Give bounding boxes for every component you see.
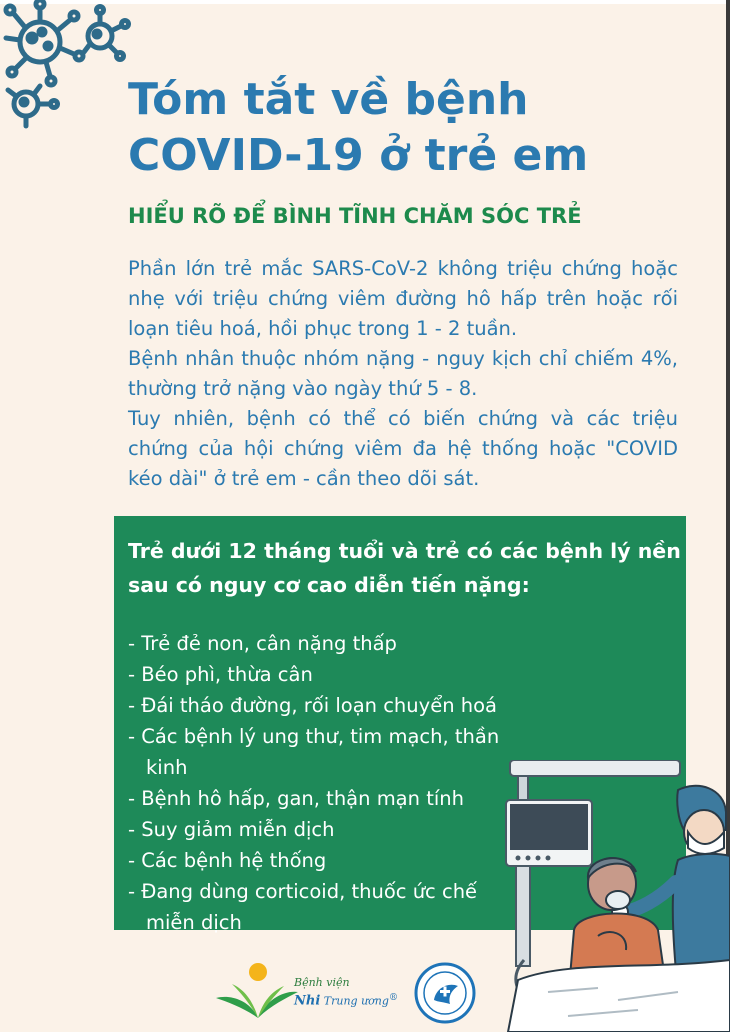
risk-box-heading: Trẻ dưới 12 tháng tuổi và trẻ có các bệnh lý nền sau có nguy cơ cao diễn tiến nặng: xyxy=(128,539,681,597)
list-item: - Các bệnh lý ung thư, tim mạch, thần kinh xyxy=(128,725,500,779)
list-item: - Đái tháo đường, rối loạn chuyển hoá xyxy=(128,694,497,717)
risk-list xyxy=(128,628,508,938)
list-item: - Bệnh hô hấp, gan, thận mạn tính xyxy=(128,787,464,810)
intro-paragraph-2: Bệnh nhân thuộc nhóm nặng - nguy kịch chỉ chiếm 4%, thường trở nặng vào ngày thứ 5 - 8. xyxy=(128,347,678,400)
hospital-name-line-1: Bệnh viện xyxy=(294,976,350,989)
list-item: - Trẻ đẻ non, cân nặng thấp xyxy=(128,632,397,655)
subtitle: HIỂU RÕ ĐỂ BÌNH TĨNH CHĂM SÓC TRẺ xyxy=(128,204,582,228)
title-line-2: COVID-19 ở trẻ em xyxy=(128,130,589,181)
registered-mark: ® xyxy=(388,992,399,1003)
hospital-seal-icon xyxy=(414,962,476,1024)
footer xyxy=(210,960,490,1026)
hospital-name-nhi: Nhi xyxy=(294,993,321,1009)
intro-text xyxy=(128,254,678,494)
list-item: - Đang dùng corticoid, thuốc ức chế miễn dịch xyxy=(128,880,478,934)
hospital-name-line-2 xyxy=(294,992,398,1009)
intro-paragraph-3: Tuy nhiên, bệnh có thể có biến chứng và các triệu chứng của hội chứng viêm đa hệ thống hoặc "COVID kéo dài" ở trẻ em - cần theo dõi sát. xyxy=(128,407,678,490)
list-item: - Các bệnh hệ thống xyxy=(128,849,327,872)
hospital-name-rest: Trung ương xyxy=(320,994,389,1008)
title-line-1: Tóm tắt về bệnh xyxy=(128,74,529,125)
hospital-logo-icon xyxy=(210,960,300,1022)
patient-nurse-illustration xyxy=(478,760,730,1032)
page-title xyxy=(128,72,688,184)
intro-paragraph-1: Phần lớn trẻ mắc SARS-CoV-2 không triệu chứng hoặc nhẹ với triệu chứng viêm đường hô hấp trên hoặc rối loạn tiêu hoá, hồi phục trong 1 - 2 tuần. xyxy=(128,257,678,340)
list-item: - Suy giảm miễn dịch xyxy=(128,818,335,841)
list-item: - Béo phì, thừa cân xyxy=(128,663,313,686)
